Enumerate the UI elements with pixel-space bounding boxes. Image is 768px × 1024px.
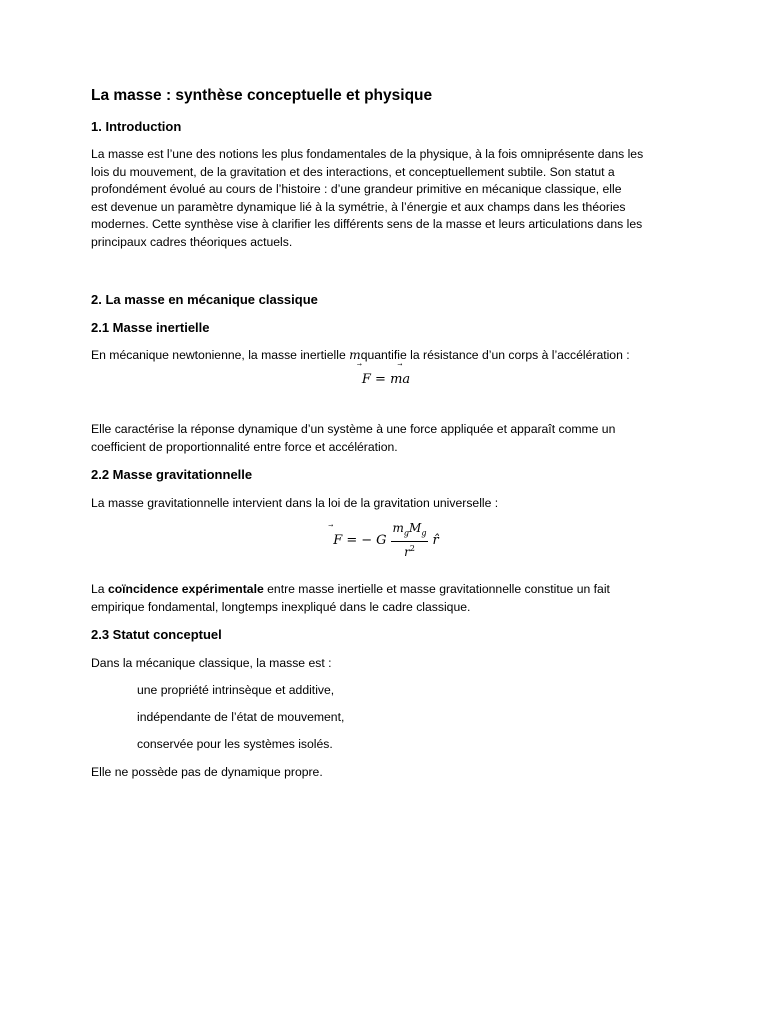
paragraph-line: Dans la mécanique classique, la masse est : bbox=[91, 656, 332, 670]
mass-symbol-capital: M bbox=[409, 521, 422, 536]
subsection-heading-gravitational-mass: 2.2 Masse gravitationnelle bbox=[91, 467, 253, 482]
subscript: g bbox=[421, 528, 427, 538]
list-item: une propriété intrinsèque et additive, bbox=[137, 683, 335, 697]
text-segment: La bbox=[91, 582, 108, 596]
text-segment: quantifie la résistance d’un corps à l’accélération : bbox=[360, 348, 630, 362]
paragraph-line: empirique fondamental, longtemps inexpliqué dans le cadre classique. bbox=[91, 599, 471, 614]
fraction-denominator bbox=[404, 542, 415, 559]
paragraph-line: lois du mouvement, de la gravitation et des interactions, et conceptuellement subtile. Son statut a bbox=[91, 164, 615, 179]
mass-symbol: m bbox=[390, 372, 403, 387]
subsection-heading-conceptual-status: 2.3 Statut conceptuel bbox=[91, 627, 222, 642]
fraction-numerator bbox=[391, 521, 429, 540]
inertial-mass-intro bbox=[91, 347, 681, 365]
equals-sign: = bbox=[375, 372, 386, 387]
unit-vector-symbol: r̂ bbox=[432, 532, 439, 548]
section-heading-introduction: 1. Introduction bbox=[91, 119, 182, 134]
list-item: conservée pour les systèmes isolés. bbox=[137, 737, 333, 751]
conceptual-status-closing bbox=[91, 764, 681, 782]
newton-second-law-equation bbox=[91, 372, 681, 387]
emphasis-text: coïncidence expérimentale bbox=[107, 582, 264, 596]
paragraph-line bbox=[91, 581, 681, 599]
paragraph-line: principaux cadres théoriques actuels. bbox=[91, 234, 293, 249]
force-symbol: F bbox=[333, 532, 343, 548]
force-symbol: F bbox=[361, 372, 371, 387]
section-heading-classical-mechanics: 2. La masse en mécanique classique bbox=[91, 292, 318, 307]
subscript: g bbox=[403, 528, 410, 538]
text-segment: entre masse inertielle et masse gravitationnelle constitue un fait bbox=[263, 582, 610, 596]
paragraph-line: Elle ne possède pas de dynamique propre. bbox=[91, 765, 323, 779]
exponent: 2 bbox=[409, 543, 415, 553]
paragraph-line: profondément évolué au cours de l’histoire : d’une grandeur primitive en mécanique classique, elle bbox=[91, 182, 622, 196]
mass-symbol: m bbox=[349, 348, 361, 362]
paragraph-line: Elle caractérise la réponse dynamique d’un système à une force appliquée et apparaît comme un bbox=[91, 422, 616, 436]
paragraph-line: La masse est l’une des notions les plus fondamentales de la physique, à la fois omniprésente dans les bbox=[91, 147, 644, 161]
introduction-paragraph bbox=[91, 146, 681, 251]
paragraph-line: coefficient de proportionnalité entre force et accélération. bbox=[91, 439, 398, 454]
gravitational-constant-symbol: G bbox=[376, 532, 387, 548]
inertial-mass-paragraph bbox=[91, 421, 681, 456]
subsection-heading-inertial-mass: 2.1 Masse inertielle bbox=[91, 320, 210, 335]
minus-sign: − bbox=[361, 532, 373, 548]
paragraph-line: La masse gravitationnelle intervient dans la loi de la gravitation universelle : bbox=[91, 496, 499, 510]
paragraph-line: modernes. Cette synthèse vise à clarifier les différents sens de la masse et leurs articulations dans les bbox=[91, 217, 643, 231]
distance-symbol: r bbox=[404, 544, 410, 559]
mass-symbol: m bbox=[392, 521, 404, 536]
conceptual-status-intro bbox=[91, 655, 681, 673]
paragraph-line bbox=[91, 347, 681, 365]
acceleration-symbol: a bbox=[402, 372, 411, 387]
fraction bbox=[391, 521, 429, 558]
gravitational-mass-paragraph bbox=[91, 581, 681, 616]
paragraph-line: est devenue un paramètre dynamique lié à la symétrie, à l’énergie et aux champs dans les théories bbox=[91, 199, 626, 214]
equals-sign: = bbox=[346, 532, 358, 548]
text-segment: En mécanique newtonienne, la masse inertielle bbox=[91, 348, 350, 362]
document-title: La masse : synthèse conceptuelle et physique bbox=[91, 87, 433, 104]
list-item: indépendante de l’état de mouvement, bbox=[137, 710, 345, 724]
gravitation-law-equation bbox=[91, 520, 681, 560]
gravitational-mass-intro bbox=[91, 495, 681, 513]
